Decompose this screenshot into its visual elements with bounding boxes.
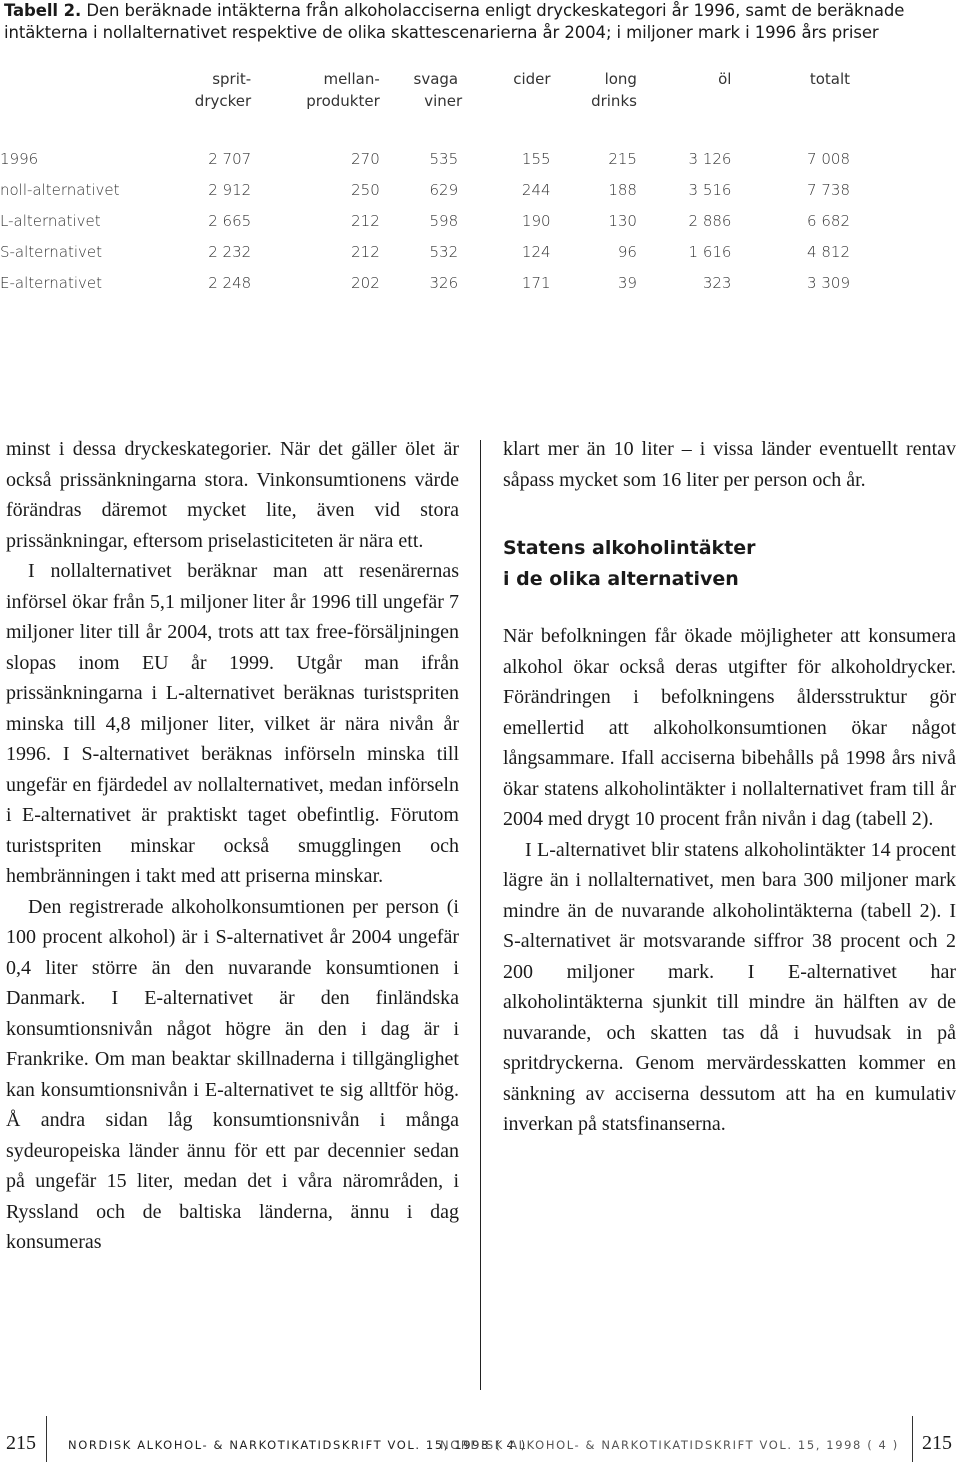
journal-title-left: NORDISK ALKOHOL- & NARKOTIKATIDSKRIFT VOL. 15, 1998 ( 4 ) [68,1438,527,1452]
table-cell: 6 682 [807,211,850,230]
table-cell: 96 [617,242,637,261]
table-cell: 270 [351,149,380,168]
table-cell: 39 [617,273,637,292]
table-body [0,143,850,298]
table-cell: 629 [429,180,459,199]
table-cell: 323 [702,273,732,292]
page-footer [0,1412,960,1464]
col-header-ol: öl [718,70,732,88]
table-cell: 250 [351,180,380,199]
left-paragraph-3: Den registrerade alkoholkonsumtionen per person (i 100 procent alkohol) är i S-alternativet år 2004 ungefär 0,4 liter större än den nuvarande konsumtionen i Danmark. I E-alternativet är den finländska konsumtionsnivån något högre än den i dag är i Frankrike. Om man beaktar skillnaderna i tillgänglighet kan konsumtionsnivån i E-alternativet te sig alltför hög. Å andra sidan låg konsumtionsnivån i många sydeuropeiska länder ännu för ett par decennier sedan på ungefär 15 liter, medan det i våra närområden, i Ryssland och de baltiska länderna, ännu i dag konsumeras [6,895,459,1253]
table-row [0,174,850,205]
caption-label: Tabell 2. [4,1,82,20]
table-cell: 532 [429,242,459,261]
row-label: S-alternativet [0,242,103,261]
table-header-row [0,68,850,112]
table-caption [4,0,954,44]
table-cell: 2 232 [208,242,252,261]
section-heading: Statens alkoholintäkter i de olika alternativen [503,537,756,590]
right-paragraph-2: När befolkningen får ökade möjligheter att konsumera alkohol ökar också deras utgifter för alkoholdrycker. Förändringen i befolkningens åldersstruktur gör emellertid att alkoholkonsumtionen ökar något långsammare. Ifall acciserna bibehålls på 1998 års nivå ökar statens alkoholintäkter i nollalternativet fram till år 2004 med drygt 10 procent från nivån i dag (tabell 2). [503,625,956,830]
table-cell: 2 248 [208,273,252,292]
table-cell: 188 [608,180,637,199]
row-label: E-alternativet [0,273,102,292]
footer-rule-left [46,1416,47,1462]
row-label: 1996 [0,149,39,168]
left-paragraph-2: I nollalternativet beräknar man att resenärernas införsel ökar från 5,1 miljoner liter år 1996 till ungefär 7 miljoner liter till år 2004, trots att tax free-försäljningen slopas inom EU år 1999. Utgår man ifrån prissänkningarna i L-alternativet beräknas turistspriten minska till 4,8 miljoner liter, vilket är nära nivån år 1996. I S-alternativet beräknas införseln minska till ungefär en fjärdedel av nollalternativet, medan införseln i E-alternativet är praktiskt taget obefintlig. Förutom turistspriten minskar också smugglingen och hembränningen i takt med att priserna minskar. [6,560,459,887]
row-label: noll-alternativet [0,180,120,199]
table-cell: 155 [521,149,551,168]
table-row [0,205,850,236]
table-cell: 171 [521,273,551,292]
table-cell: 326 [429,273,459,292]
page-number-right: 215 [922,1432,952,1454]
table-cell: 124 [521,242,551,261]
table-cell: 2 886 [688,211,732,230]
table-cell: 190 [521,211,551,230]
table-cell: 3 309 [807,273,850,292]
table-cell: 2 707 [208,149,252,168]
header-blank [0,68,191,112]
col-header-svaga: svaga viner [413,70,463,110]
table-cell: 7 008 [807,149,850,168]
table-cell: 598 [429,211,459,230]
caption-text: Den beräknade intäkterna från alkoholacciserna enligt dryckeskategori år 1996, samt de beräknade intäkterna i nollalternativet respektive de olika skattescenarierna år 2004; i miljoner mark i 1996 års priser [4,1,905,42]
revenue-table [0,68,850,298]
col-header-sprit: sprit- drycker [194,70,252,110]
table-cell: 202 [351,273,380,292]
table-cell: 1 616 [688,242,732,261]
table-cell: 2 665 [208,211,252,230]
col-header-cider: cider [513,70,551,88]
journal-title-right: NORDISK ALKOHOL- & NARKOTIKATIDSKRIFT VOL. 15, 1998 ( 4 ) [440,1438,899,1452]
table-cell: 244 [521,180,551,199]
table-cell: 212 [351,211,380,230]
table-cell: 4 812 [807,242,850,261]
table-cell: 212 [351,242,380,261]
footer-rule-right [912,1416,913,1462]
table-cell: 535 [429,149,459,168]
right-paragraph-1: klart mer än 10 liter – i vissa länder eventuellt rentav såpass mycket som 16 liter per person och år. [503,438,956,491]
page-number-left: 215 [6,1432,36,1454]
table-cell: 3 126 [688,149,732,168]
table-row [0,236,850,267]
right-paragraph-3: I L-alternativet blir statens alkoholintäkter 14 procent lägre än i nollalternativet, men bara 300 miljoner mark mindre än de nuvarande alkoholintäkterna (tabell 2). I S-alternativet är motsvarande siffror 38 procent och 2 200 miljoner mark. I E-alternativet har alkoholintäkterna sjunkit till mindre än hälften av de nuvarande, och skatten tas då i huvudsak in på spritdryckerna. Genom mervärdesskatten kommer en sänkning av acciserna dessutom att ha en kumulativ inverkan på statsfinanserna. [503,838,956,1135]
col-header-totalt: totalt [809,70,850,88]
left-paragraph-1: minst i dessa dryckeskategorier. När det gäller ölet är också prissänkningarna stora. Vinkonsumtionens värde förändras däremot mycket lite, även vid stora prissänkningar, eftersom priselasticiteten är nära ett. [6,438,459,552]
col-header-long: long drinks [591,70,637,110]
table-row [0,143,850,174]
row-label: L-alternativet [0,211,101,230]
column-divider [480,440,481,1390]
table-cell: 130 [608,211,637,230]
table-cell: 215 [608,149,637,168]
table-row [0,267,850,298]
table-cell: 7 738 [807,180,850,199]
left-text-column [6,434,459,1258]
table-cell: 2 912 [208,180,252,199]
table-cell: 3 516 [688,180,732,199]
right-text-column [503,434,956,1140]
col-header-mellan: mellan- produkter [306,70,380,110]
